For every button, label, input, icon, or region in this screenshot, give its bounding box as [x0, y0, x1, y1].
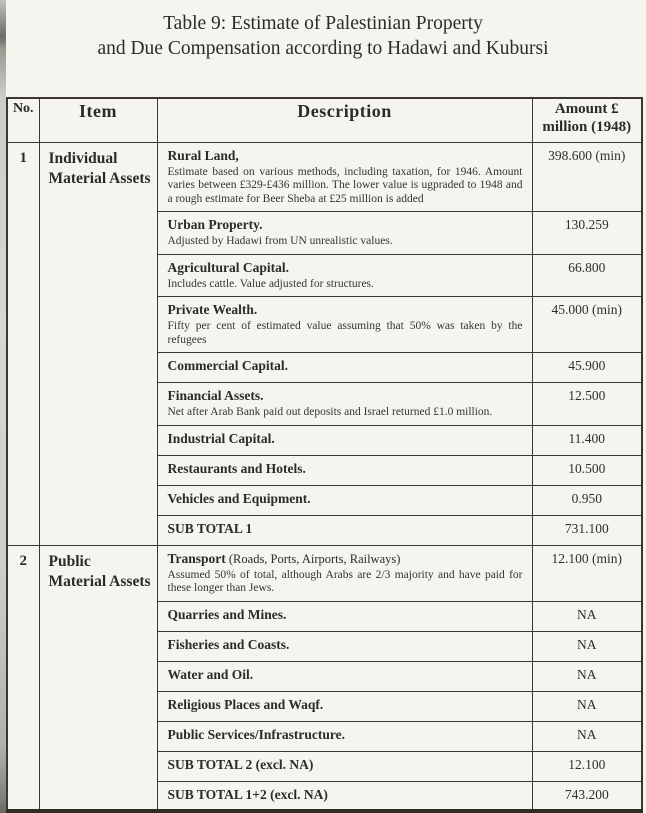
header-description: Description — [157, 98, 532, 142]
description-note: Assumed 50% of total, although Arabs are 2/3 majority and have paid for these longer than Jews. — [167, 568, 523, 594]
amount-value: 11.400 — [532, 425, 642, 455]
amount-value: NA — [532, 601, 642, 631]
table-row — [7, 142, 642, 212]
description-title: SUB TOTAL 2 (excl. NA) — [167, 756, 314, 772]
amount-value: 10.500 — [532, 455, 642, 485]
description-title: Religious Places and Waqf. — [167, 696, 324, 712]
description-title: Rural Land, — [167, 147, 239, 163]
description-cell — [157, 383, 532, 426]
description-cell — [157, 254, 532, 297]
description-title: Financial Assets. — [167, 388, 264, 403]
amount-value: NA — [532, 661, 642, 691]
description-title: Water and Oil. — [167, 666, 254, 682]
amount-value: 0.950 — [532, 485, 642, 515]
description-note: Adjusted by Hadawi from UN unrealistic values. — [167, 235, 393, 247]
amount-value: NA — [532, 631, 642, 661]
description-title: Commercial Capital. — [167, 358, 288, 373]
description-cell — [157, 455, 532, 485]
description-title: Quarries and Mines. — [167, 606, 287, 622]
amount-value: 12.100 — [532, 751, 642, 781]
amount-value: NA — [532, 721, 642, 751]
header-no: No. — [7, 98, 39, 142]
description-cell — [157, 515, 532, 545]
description-note: Includes cattle. Value adjusted for structures. — [167, 277, 374, 290]
description-cell — [157, 721, 532, 751]
amount-value: 12.500 — [532, 383, 642, 426]
section-number: 1 — [7, 142, 39, 545]
table-row — [7, 545, 642, 601]
description-title: SUB TOTAL 1+2 (excl. NA) — [167, 786, 328, 802]
amount-value: 731.100 — [532, 515, 642, 545]
description-cell — [157, 297, 532, 353]
table-header — [7, 98, 642, 142]
description-title: Public Services/Infrastructure. — [167, 726, 345, 742]
description-cell — [157, 142, 532, 212]
description-title: Private Wealth. — [167, 302, 258, 317]
amount-value: 45.900 — [532, 353, 642, 383]
table-caption — [0, 11, 646, 61]
description-cell — [157, 212, 532, 255]
section-item-label: Public Material Assets — [39, 545, 157, 811]
header-amount-line1: Amount £ — [554, 101, 619, 117]
amount-value: 45.000 (min) — [532, 297, 642, 353]
description-title: Transport — [167, 550, 226, 566]
description-title: Restaurants and Hotels. — [167, 460, 306, 476]
description-title: Urban Property. — [167, 217, 263, 232]
section-number: 2 — [7, 545, 39, 811]
description-note: Net after Arab Bank paid out deposits and Israel returned £1.0 million. — [167, 406, 493, 418]
section-item-label: Individual Material Assets — [39, 142, 157, 545]
header-amount — [532, 98, 642, 142]
header-row — [7, 98, 642, 142]
header-amount-line2: million (1948) — [542, 118, 632, 135]
description-cell — [157, 691, 532, 721]
amount-value: 743.200 — [532, 781, 642, 811]
description-cell — [157, 631, 532, 661]
description-title: Fisheries and Coasts. — [167, 636, 290, 652]
table-body — [7, 142, 642, 811]
header-item: Item — [39, 98, 157, 142]
amount-value: 66.800 — [532, 254, 642, 297]
amount-value: 130.259 — [532, 212, 642, 255]
description-title: SUB TOTAL 1 — [167, 520, 253, 536]
amount-value: 398.600 (min) — [532, 142, 642, 212]
description-cell — [157, 781, 532, 811]
description-title: Industrial Capital. — [167, 430, 275, 446]
description-cell — [157, 485, 532, 515]
description-title: Vehicles and Equipment. — [167, 490, 311, 506]
table-caption-line2: and Due Compensation according to Hadawi and Kubursi — [97, 38, 549, 59]
description-title-suffix: (Roads, Ports, Airports, Railways) — [225, 551, 401, 566]
amount-value: 12.100 (min) — [532, 545, 642, 601]
description-title: Agricultural Capital. — [167, 259, 289, 275]
description-cell — [157, 751, 532, 781]
description-note: Fifty per cent of estimated value assuming that 50% was taken by the refugees — [167, 320, 523, 346]
description-cell — [157, 425, 532, 455]
amount-value: NA — [532, 691, 642, 721]
description-cell — [157, 353, 532, 383]
table-caption-line1: Table 9: Estimate of Palestinian Property — [163, 13, 483, 34]
description-cell — [157, 601, 532, 631]
compensation-table — [6, 97, 643, 813]
description-cell — [157, 545, 532, 601]
description-cell — [157, 661, 532, 691]
description-note: Estimate based on various methods, including taxation, for 1946. Amount varies between £329-£436 million. The lower value is ugpraded to 1948 and a rough estimate for Beer Sheba at £25 million is added — [167, 165, 523, 205]
